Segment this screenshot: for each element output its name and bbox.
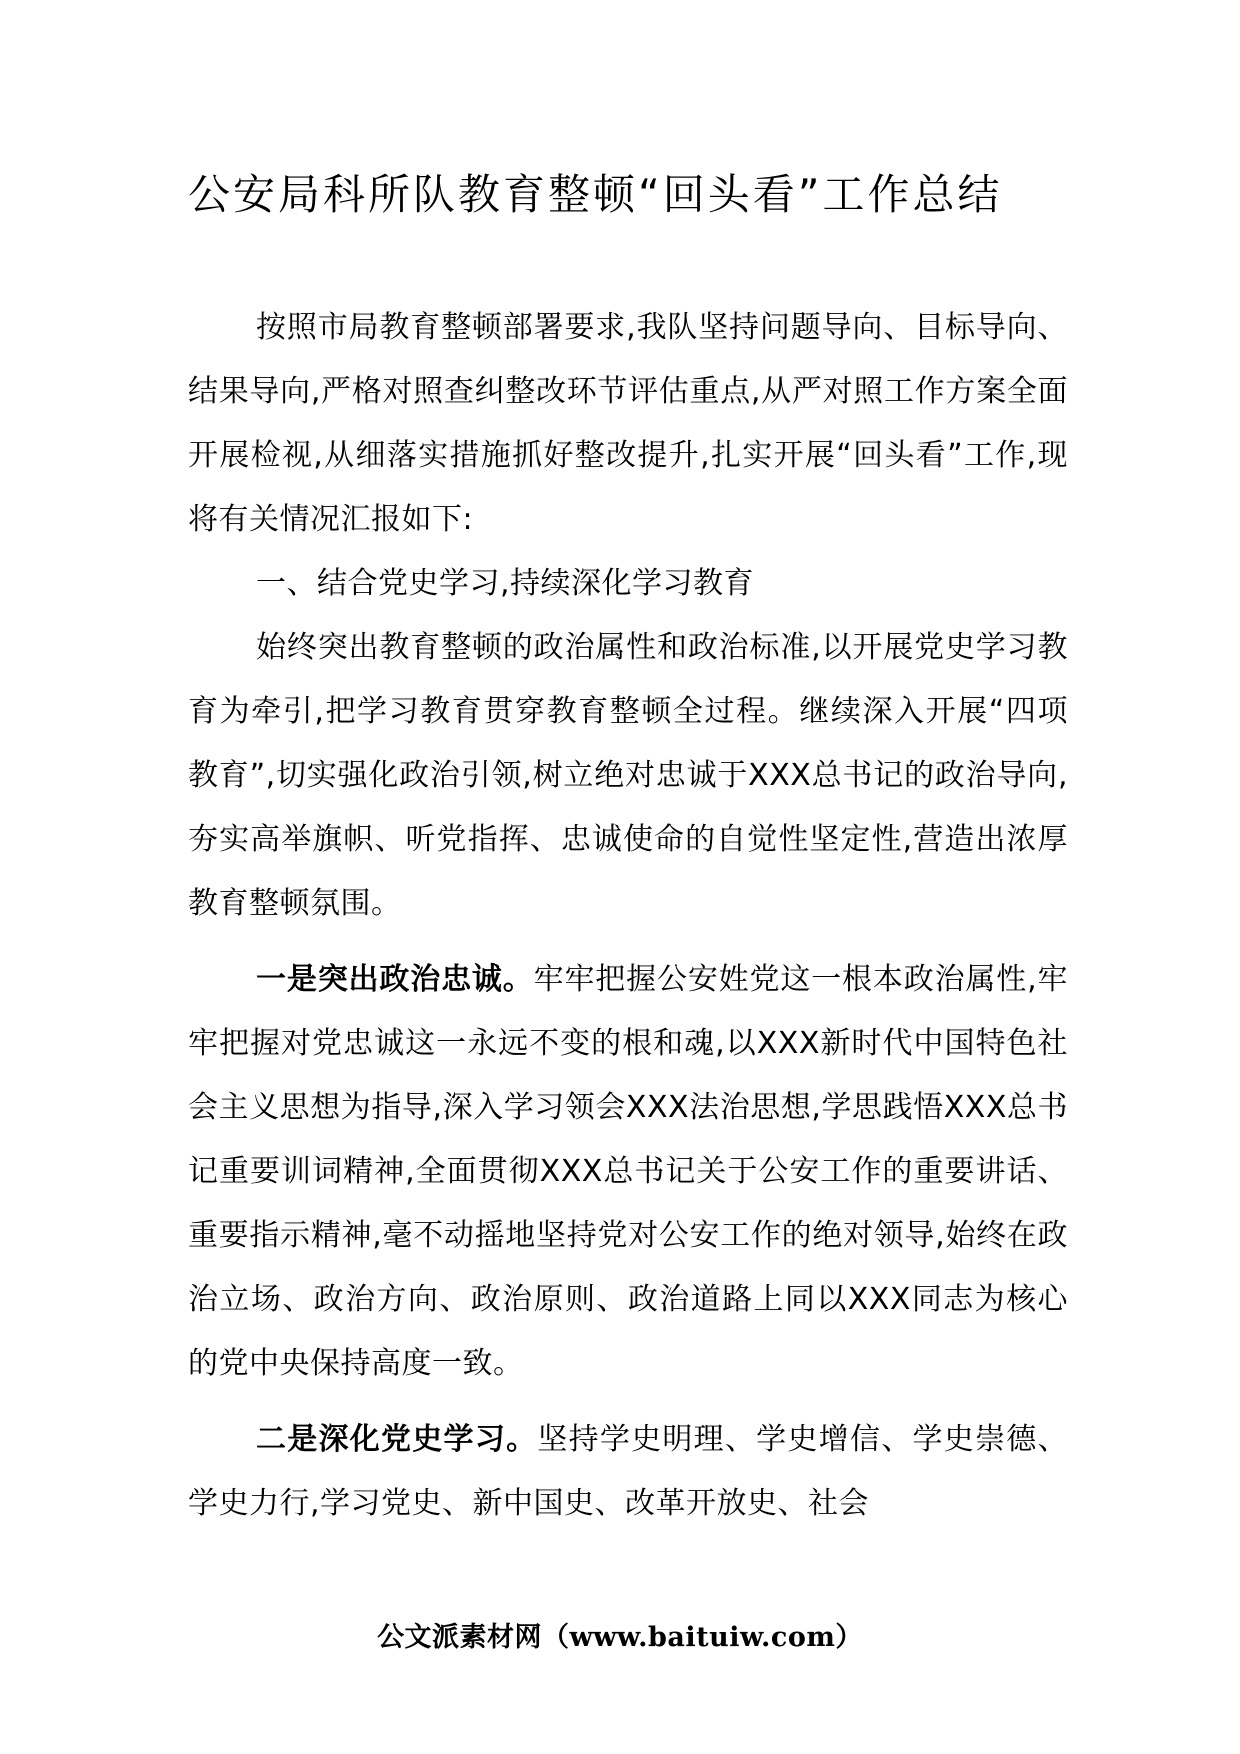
document-body <box>188 296 1068 1536</box>
section-1-paragraph: 始终突出教育整顿的政治属性和政治标准,以开展党史学习教育为牵引,把学习教育贯穿教育整顿全过程。继续深入开展“四项教育”,切实强化政治引领,树立绝对忠诚于XXX总书记的政治导向,夯实高举旗帜、听党指挥、忠诚使命的自觉性坚定性,营造出浓厚教育整顿氛围。 <box>188 630 1068 921</box>
intro-paragraph: 按照市局教育整顿部署要求,我队坚持问题导向、目标导向、结果导向,严格对照查纠整改环节评估重点,从严对照工作方案全面开展检视,从细落实措施抓好整改提升,扎实开展“回头看”工作,现将有关情况汇报如下: <box>188 310 1068 537</box>
point-1-paragraph <box>188 948 1068 1396</box>
point-1-text: 牢牢把握公安姓党这一根本政治属性,牢牢把握对党忠诚这一永远不变的根和魂,以XXX新时代中国特色社会主义思想为指导,深入学习领会XXX法治思想,学思践悟XXX总书记重要训词精神,全面贯彻XXX总书记关于公安工作的重要讲话、重要指示精神,毫不动摇地坚持党对公安工作的绝对领导,始终在政治立场、政治方向、政治原则、政治道路上同以XXX同志为核心的党中央保持高度一致。 <box>188 962 1068 1381</box>
section-1-heading: 一、结合党史学习,持续深化学习教育 <box>256 566 755 601</box>
document-title: 公安局科所队教育整顿“回头看”工作总结 <box>188 170 1003 219</box>
point-2-paragraph <box>188 1408 1068 1536</box>
point-2-lead: 二是深化党史学习。 <box>256 1422 538 1457</box>
point-2-text: 坚持学史明理、学史增信、学史崇德、学史力行,学习党史、新中国史、改革开放史、社会 <box>188 1422 1069 1521</box>
footer-watermark: 公文派素材网（www.baituiw.com） <box>377 1622 863 1653</box>
point-1-lead: 一是突出政治忠诚。 <box>256 962 534 997</box>
